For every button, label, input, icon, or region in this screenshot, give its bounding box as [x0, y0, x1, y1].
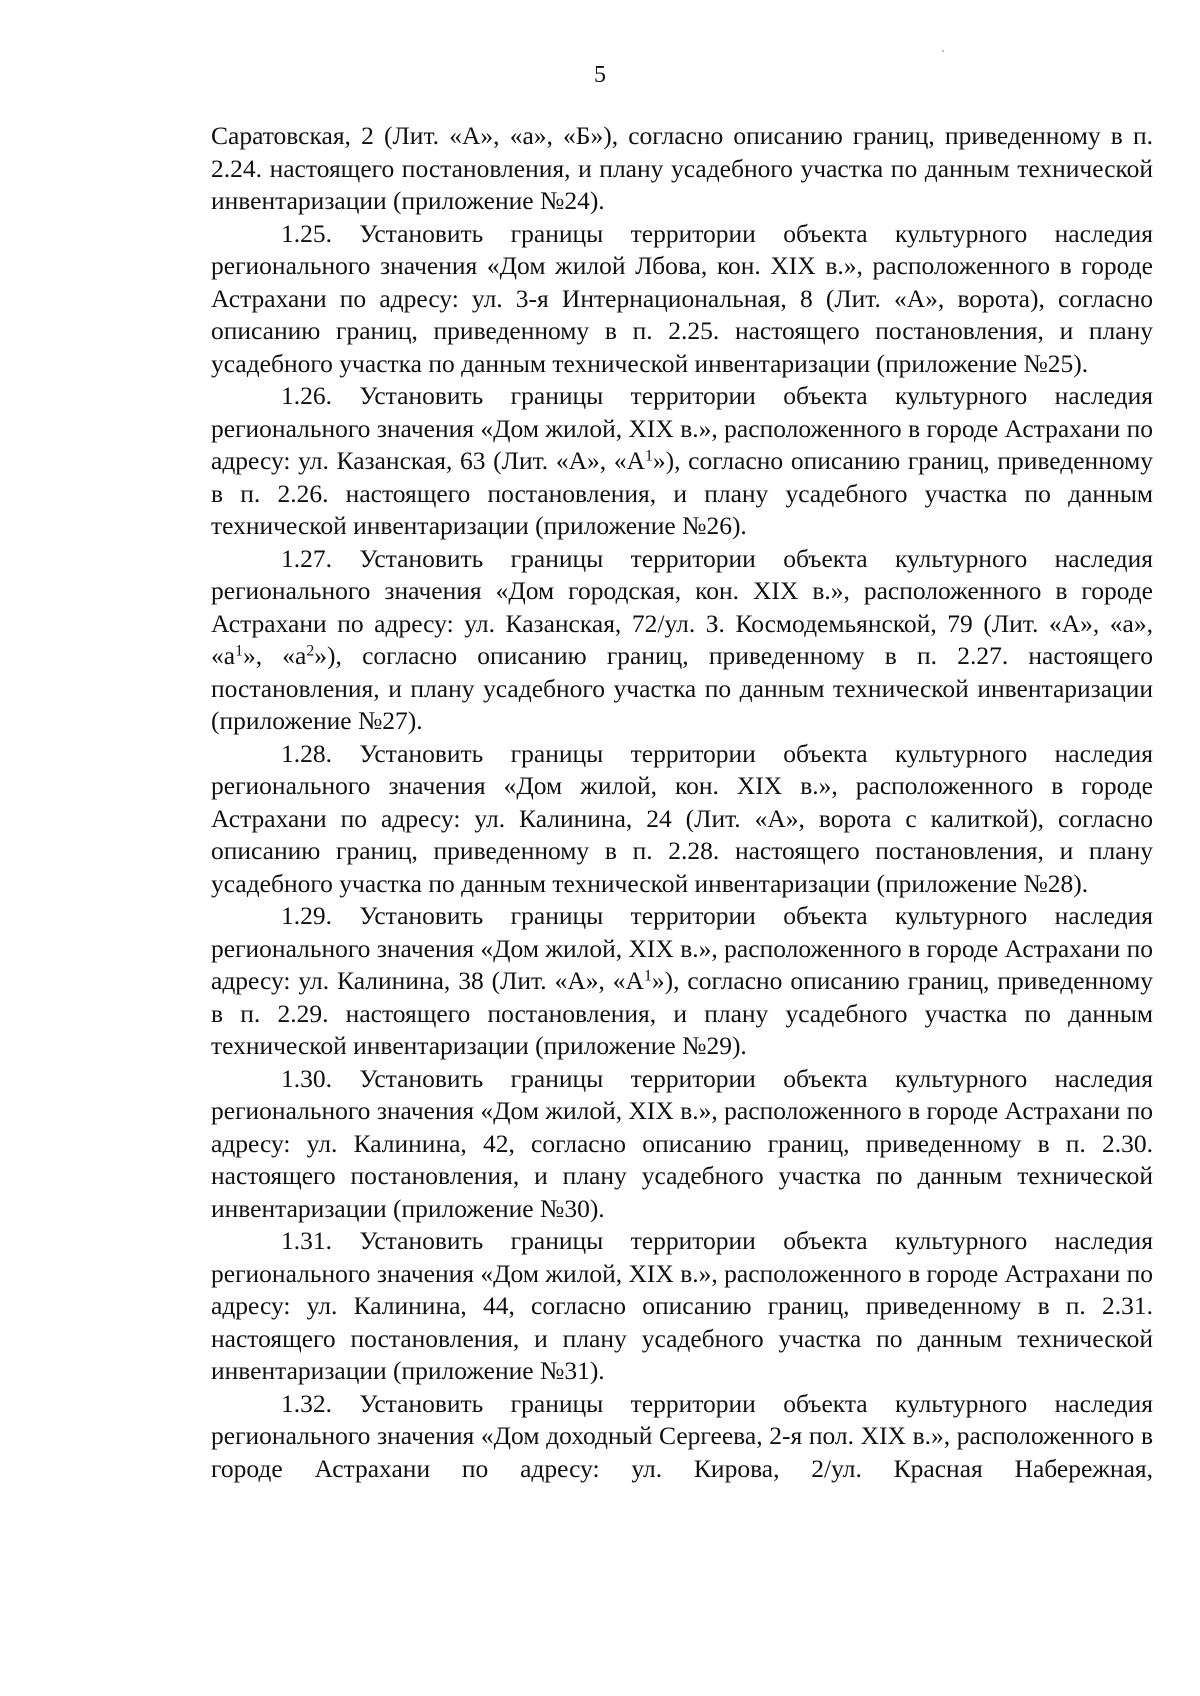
- paragraph-text: Саратовская, 2 (Лит. «А», «а», «Б»), согласно описанию границ, приведенному в п. 2.24. настоящего постановления, и плану усадебного участка по данным технической инвентаризации (приложение №24).: [211, 121, 1153, 215]
- paragraph-text: »), согласно описанию границ, приведенному в п. 2.29. настоящего постановления, и плану усадебного участка по данным технической инвентаризации (приложение №29).: [211, 966, 1154, 1060]
- paragraph-text: 1.31. Установить границы территории объекта культурного наследия регионального значения «Дом жилой, XIX в.», расположенного в городе Астрахани по адресу: ул. Калинина, 44, согласно описанию границ, приведенному в п. 2.31. настоящего постановления, и плану усадебного участка по данным технической инвентаризации (приложение №31).: [211, 1226, 1153, 1385]
- paragraph: [211, 543, 1153, 738]
- paragraph-text: », «а: [242, 641, 307, 670]
- superscript-index: 2: [306, 642, 315, 660]
- paragraph-text: 1.32. Установить границы территории объекта культурного наследия регионального значения «Дом доходный Сергеева, 2-я пол. XIX в.», расположенного в городе Астрахани по адресу: ул. Кирова, 2/ул. Красная Набережная,: [211, 1388, 1153, 1483]
- paragraph-text: »), согласно описанию границ, приведенному в п. 2.26. настоящего постановления, и плану усадебного участка по данным технической инвентаризации (приложение №26).: [211, 446, 1153, 540]
- paragraph: [211, 1225, 1153, 1388]
- paragraph: [211, 738, 1153, 901]
- superscript-index: 1: [235, 642, 243, 660]
- paragraph-text: 1.29. Установить границы территории объекта культурного наследия регионального значения «Дом жилой, XIX в.», расположенного в городе Астрахани по адресу: ул. Калинина, 38 (Лит. «А», «А: [211, 901, 1153, 995]
- paragraph: [211, 380, 1153, 543]
- paragraph-text: 1.28. Установить границы территории объекта культурного наследия регионального значения «Дом жилой, кон. XIX в.», расположенного в городе Астрахани по адресу: ул. Калинина, 24 (Лит. «А», ворота с калиткой), согласно описанию границ, приведенному в п. 2.28. настоящего постановления, и плану усадебного участка по данным технической инвентаризации (приложение №28).: [211, 738, 1153, 898]
- paragraph-text: 1.26. Установить границы территории объекта культурного наследия регионального значения «Дом жилой, XIX в.», расположенного в городе Астрахани по адресу: ул. Казанская, 63 (Лит. «А», «А: [211, 381, 1153, 475]
- document-body: [211, 120, 1153, 1485]
- paragraph-text: 1.27. Установить границы территории объекта культурного наследия регионального значения «Дом городская, кон. XIX в.», расположенного в городе Астрахани по адресу: ул. Казанская, 72/ул. З. Космодемьянской, 79 (Лит. «А», «а», «а: [211, 543, 1153, 670]
- page-number: 5: [594, 62, 606, 88]
- paragraph: [211, 1388, 1153, 1486]
- paragraph-text: »), согласно описанию границ, приведенному в п. 2.27. настоящего постановления, и плану усадебного участка по данным технической инвентаризации (приложение №27).: [211, 641, 1154, 735]
- superscript-index: 1: [643, 967, 652, 985]
- paragraph-text: 1.25. Установить границы территории объекта культурного наследия регионального значения «Дом жилой Лбова, кон. XIX в.», расположенного в городе Астрахани по адресу: ул. 3-я Интернациональная, 8 (Лит. «А», ворота), согласно описанию границ, приведенному в п. 2.25. настоящего постановления, и плану усадебного участка по данным технической инвентаризации (приложение №25).: [211, 218, 1153, 378]
- paragraph: [211, 900, 1153, 1063]
- scan-speck: [942, 50, 944, 52]
- superscript-index: 1: [644, 447, 653, 465]
- paragraph-text: 1.30. Установить границы территории объекта культурного наследия регионального значения «Дом жилой, XIX в.», расположенного в городе Астрахани по адресу: ул. Калинина, 42, согласно описанию границ, приведенному в п. 2.30. настоящего постановления, и плану усадебного участка по данным технической инвентаризации (приложение №30).: [211, 1063, 1153, 1223]
- paragraph: [211, 120, 1153, 218]
- paragraph: [211, 218, 1153, 381]
- paragraph: [211, 1063, 1153, 1226]
